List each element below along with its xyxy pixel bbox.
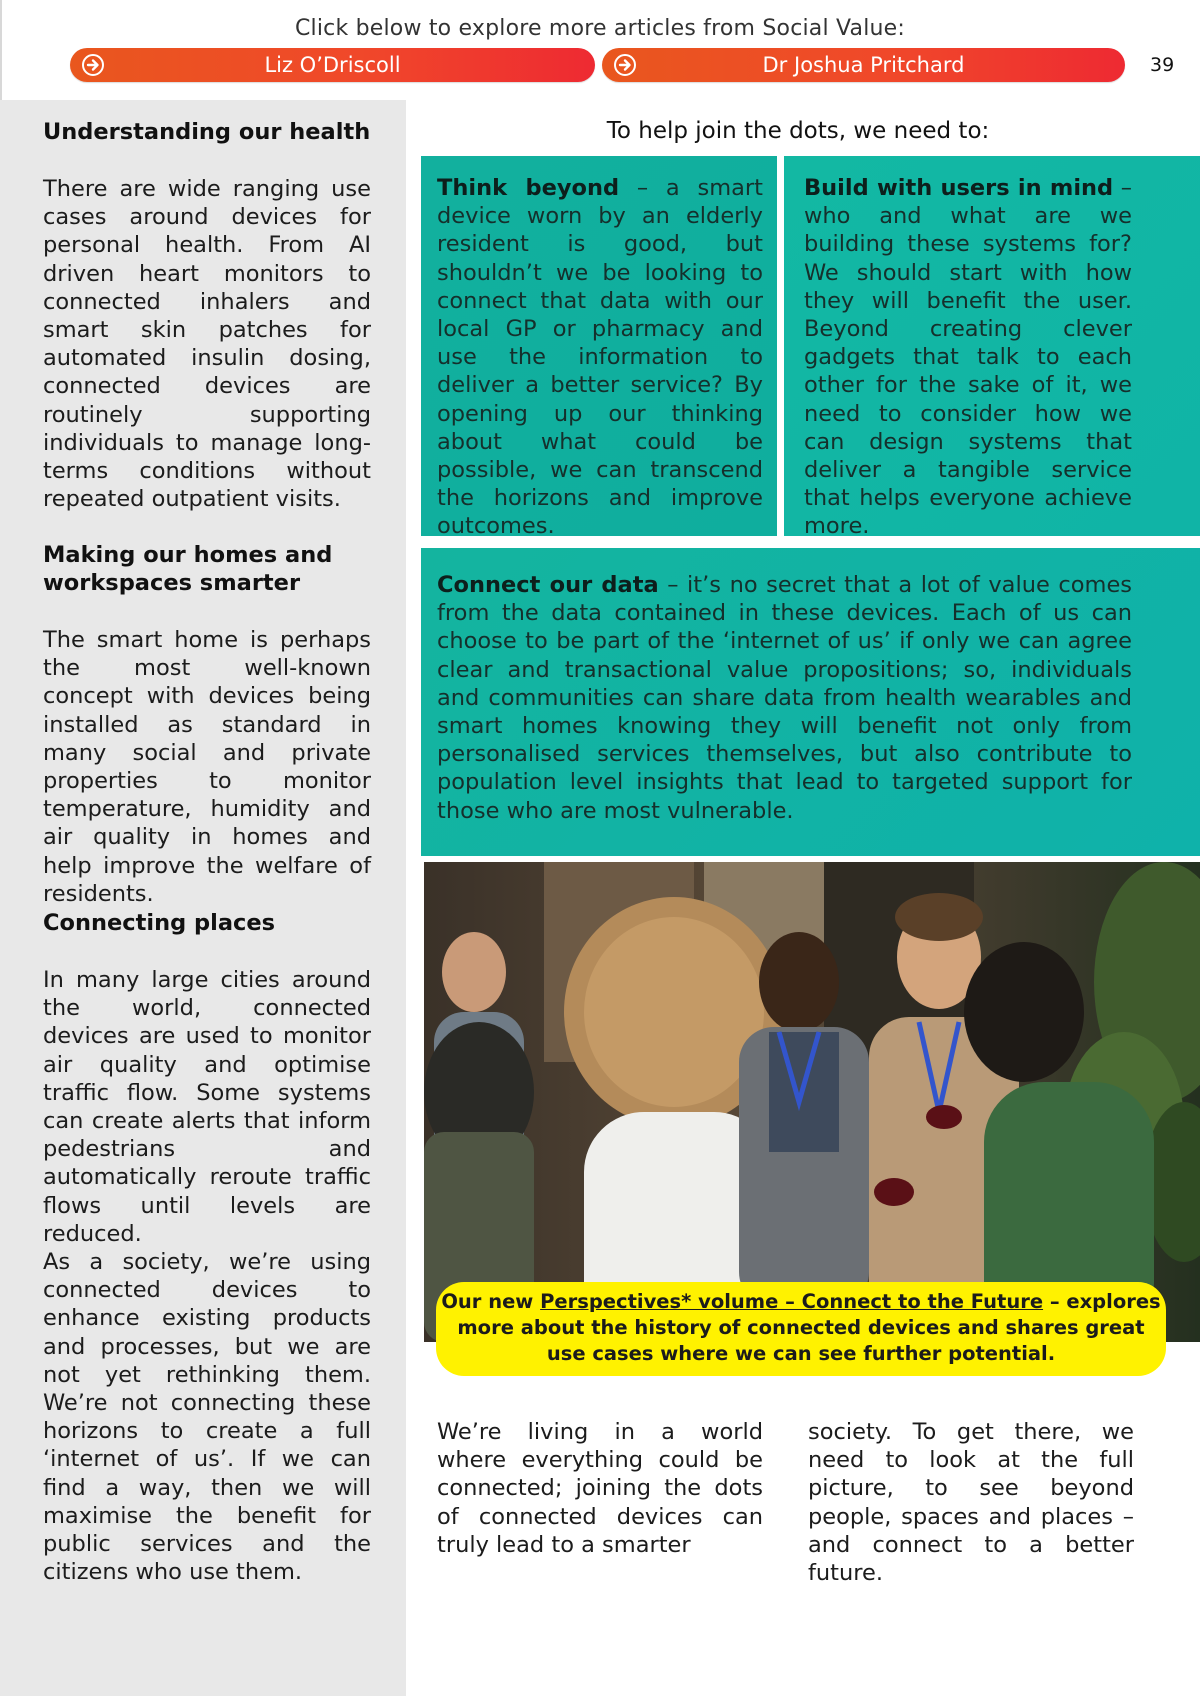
connect-data-body: – it’s no secret that a lot of value comes from the data contained in these devices. Each of us can choose to be part of the ‘internet of us’ if only we can agree clear and transactional value propositions; so, individuals and communities can share data from health wearables and smart homes knowing they will benefit not only from personalised services themselves, but also contribute to population level insights that lead to targeted support for those who are most vulnerable. — [437, 572, 1133, 824]
think-beyond-box — [421, 156, 777, 540]
header-divider — [0, 0, 2, 100]
callout-suffix: – explores more about the history of connected devices and shares great use cases where we can see further potential. — [457, 1290, 1161, 1365]
think-beyond-body: – a smart device worn by an elderly resident is good, but shouldn’t we be looking to connect that data with our local GP or pharmacy and use the information to deliver a better service? By opening up our thinking about what could be possible, we can transcend the horizons and improve outcomes. — [437, 175, 763, 540]
closing-paragraph-left: We’re living in a world where everything could be connected; joining the dots of connected devices can truly lead to a smarter — [437, 1419, 763, 1558]
arrow-right-circle-icon — [614, 54, 636, 76]
page-number: 39 — [1150, 54, 1175, 76]
heading-smarter-homes: Making our homes and workspaces smarter — [43, 542, 333, 597]
connect-data-text — [437, 571, 1132, 825]
closing-paragraph-right: society. To get there, we need to look at the full picture, to see beyond people, spaces and places – and connect to a better future. — [808, 1419, 1134, 1587]
people-at-event-illustration — [424, 862, 1200, 1342]
header-caption: Click below to explore more articles from Social Value: — [294, 16, 906, 41]
article-link-label: Dr Joshua Pritchard — [762, 53, 965, 77]
paragraph-smart-home: The smart home is perhaps the most well-known concept with devices being installed as standard in many social and private properties to monitor temperature, humidity and air quality in homes and help improve the welfare of residents. — [43, 627, 371, 907]
think-beyond-text — [437, 174, 763, 541]
paragraph-health: There are wide ranging use cases around devices for personal health. From AI driven heart monitors to connected inhalers and smart skin patches for automated insulin dosing, connected devices are routinely supporting individuals to manage long-terms conditions without repeated outpatient visits. — [43, 176, 371, 513]
build-with-users-box — [784, 156, 1200, 540]
perspectives-volume-link[interactable]: Perspectives* volume – Connect to the Future — [540, 1290, 1044, 1313]
paragraph-society: As a society, we’re using connected devices to enhance existing products and processes, but we are not yet rethinking them. We’re not connecting these horizons to create a full ‘internet of us’. If we can find a way, then we will maximise the benefit for public services and the citizens who use them. — [43, 1249, 371, 1586]
paragraph-places: In many large cities around the world, connected devices are used to monitor air quality and optimise traffic flow. Some systems can create alerts that inform pedestrians and automatically reroute traffic flows until levels are reduced. — [43, 967, 371, 1247]
arrow-right-circle-icon — [82, 54, 104, 76]
article-link-label: Liz O’Driscoll — [264, 53, 401, 77]
networking-event-photo — [424, 862, 1200, 1342]
intro-line: To help join the dots, we need to: — [606, 118, 990, 144]
build-with-users-text — [804, 174, 1132, 541]
connect-data-box — [421, 548, 1200, 856]
heading-connecting-places: Connecting places — [43, 910, 276, 936]
build-with-users-body: – who and what are we building these systems for? We should start with how they will benefit the user. Beyond creating clever gadgets that talk to each other for the sake of it, we need to consider how we can design systems that deliver a tangible service that helps everyone achieve more. — [804, 175, 1132, 540]
article-nav-header — [0, 0, 1200, 100]
perspectives-callout — [436, 1282, 1166, 1376]
callout-prefix: Our new — [441, 1290, 541, 1313]
build-with-users-title: Build with users in mind — [804, 175, 1114, 201]
article-link-liz-odriscoll[interactable] — [70, 48, 595, 82]
connect-data-title: Connect our data — [437, 572, 659, 598]
heading-understanding-health: Understanding our health — [43, 119, 371, 145]
think-beyond-title: Think beyond — [437, 175, 620, 201]
article-link-joshua-pritchard[interactable] — [602, 48, 1125, 82]
